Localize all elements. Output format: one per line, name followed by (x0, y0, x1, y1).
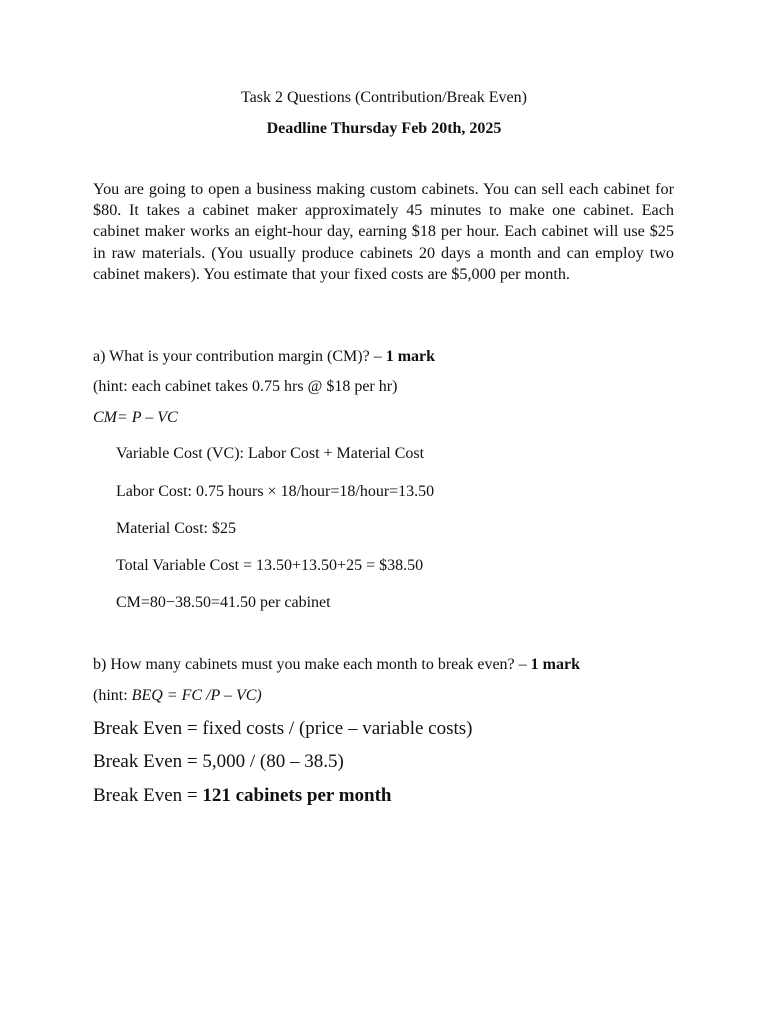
question-a-prompt (93, 347, 435, 367)
answer-b-result: 121 cabinets per month (202, 785, 392, 806)
intro-paragraph: You are going to open a business making custom cabinets. You can sell each cabinet for $80. It takes a cabinet maker approximately 45 minutes to make one cabinet. Each cabinet maker works an eight-hour day, earning $18 per hour. Each cabinet will use $25 in raw materials. (You usually produce cabinets 20 days a month and can employ two cabinet makers). You estimate that your fixed costs are $5,000 per month. (93, 180, 674, 283)
answer-a-line-2: Labor Cost: 0.75 hours × 18/hour=18/hour=13.50 (116, 483, 435, 500)
answer-b-line-1: Break Even = fixed costs / (price – variable costs) (93, 718, 473, 739)
answer-a-line-1: Variable Cost (VC): Labor Cost + Material Cost (116, 445, 425, 462)
question-b-hint (93, 686, 262, 706)
question-a-hint: (hint: each cabinet takes 0.75 hrs @ $18 per hr) (93, 378, 398, 395)
answer-b-result-prefix: Break Even = (93, 785, 203, 806)
question-b-prompt (93, 655, 580, 675)
beq-formula: BEQ = FC /P – VC) (131, 687, 262, 704)
document-title: Task 2 Questions (Contribution/Break Even) (241, 89, 527, 106)
cm-formula: CM= P – VC (93, 409, 178, 426)
question-b-marks: 1 mark (530, 656, 580, 673)
question-a-marks: 1 mark (385, 348, 436, 365)
answer-a-line-3: Material Cost: $25 (116, 520, 236, 537)
deadline-heading: Deadline Thursday Feb 20th, 2025 (266, 120, 502, 137)
question-b-text: b) How many cabinets must you make each month to break even? – (93, 656, 531, 673)
question-a-text: a) What is your contribution margin (CM)? – (93, 348, 386, 365)
answer-b-line-3 (93, 784, 392, 808)
answer-a-line-5: CM=80−38.50=41.50 per cabinet (116, 594, 331, 611)
question-b-hint-prefix: (hint: (93, 687, 132, 704)
question-a-formula (93, 408, 178, 428)
answer-b-line-2: Break Even = 5,000 / (80 – 38.5) (93, 751, 344, 772)
answer-a-line-4: Total Variable Cost = 13.50+13.50+25 = $38.50 (116, 557, 424, 574)
